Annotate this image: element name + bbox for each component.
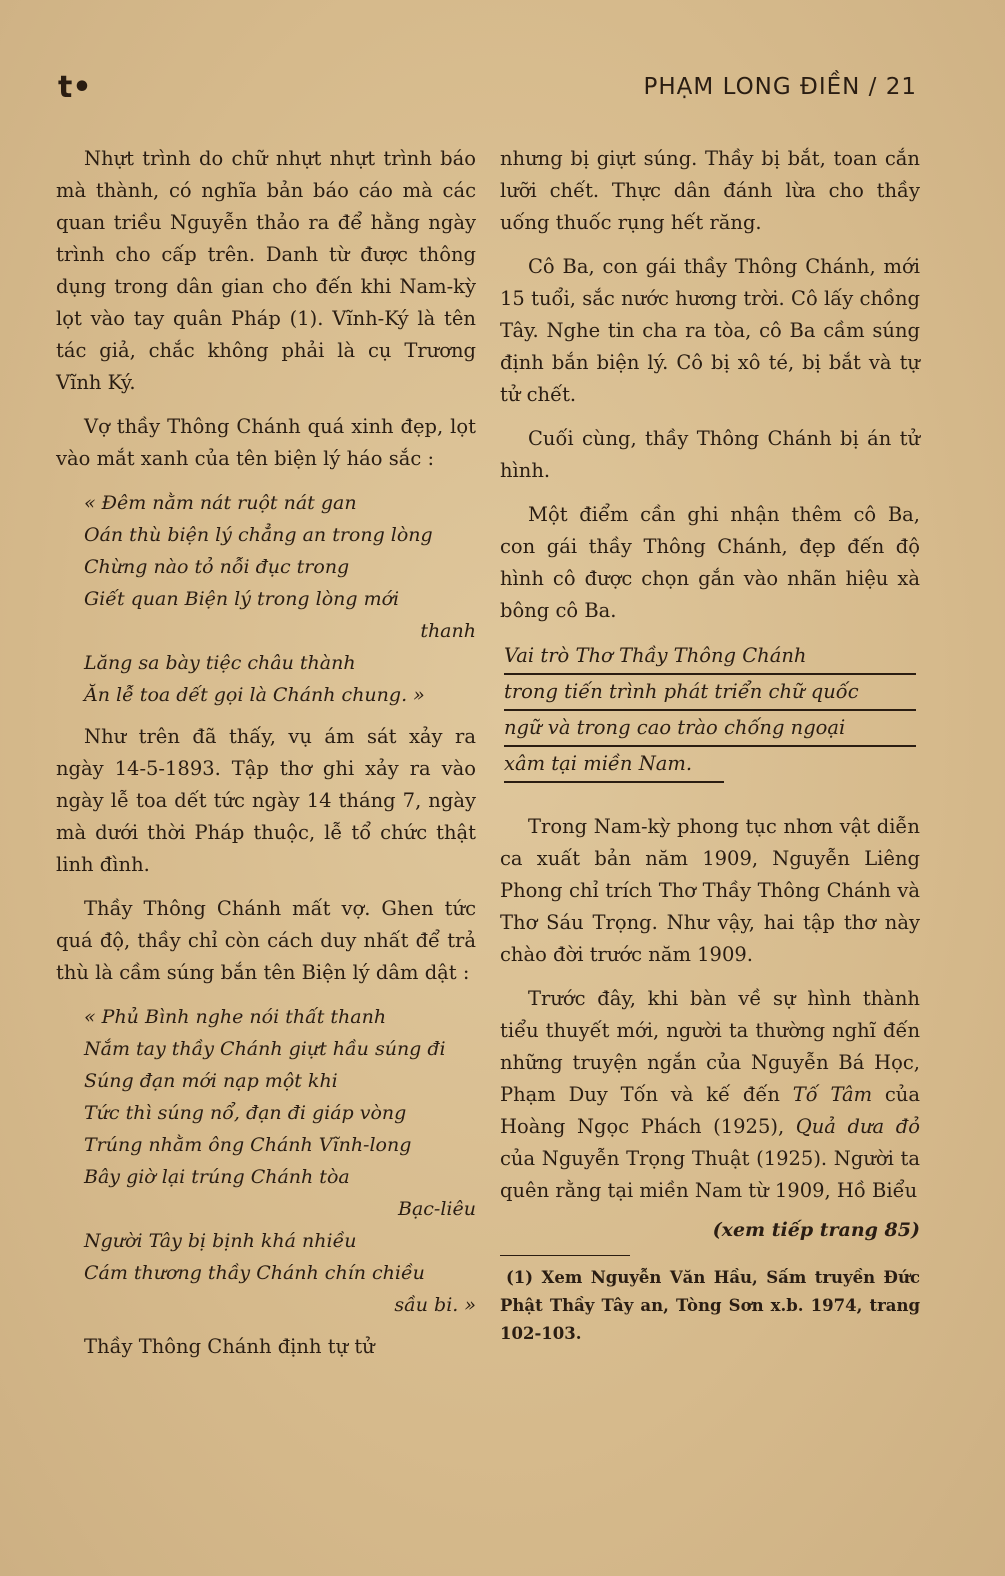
- paragraph: Nhựt trình do chữ nhựt nhựt trình báo mà thành, có nghĩa bản báo cáo mà các quan triều Nguyễn thảo ra để hằng ngày trình cho cấp trên. Danh từ được thông dụng trong dân gian cho đến khi Nam-kỳ lọt vào tay quân Pháp (1). Vĩnh-Ký là tên tác giả, chắc không phải là cụ Trương Vĩnh Ký.: [56, 147, 476, 394]
- poem-line: Người Tây bị bịnh khá nhiều: [84, 1230, 357, 1252]
- paragraph: Như trên đã thấy, vụ ám sát xảy ra ngày 14-5-1893. Tập thơ ghi xảy ra vào ngày lễ toa dết tức ngày 14 tháng 7, ngày mà dưới thời Pháp thuộc, lễ tổ chức thật linh đình.: [56, 725, 476, 876]
- book-title: Quả dưa đỏ: [795, 1115, 920, 1138]
- paragraph: Một điểm cần ghi nhận thêm cô Ba, con gái thầy Thông Chánh, đẹp đến độ hình cô được chọn gắn vào nhãn hiệu xà bông cô Ba.: [500, 503, 920, 622]
- poem-line: Nắm tay thầy Chánh giựt hầu súng đi: [84, 1038, 446, 1060]
- heading-line: trong tiến trình phát triển chữ quốc: [504, 675, 916, 711]
- poem-line: Bạc-liêu: [398, 1198, 476, 1220]
- poem-line: Trúng nhằm ông Chánh Vĩnh-long: [84, 1134, 412, 1156]
- poem-line: sầu bi. »: [394, 1294, 476, 1316]
- paragraph: Thầy Thông Chánh mất vợ. Ghen tức quá độ, thầy chỉ còn cách duy nhất để trả thù là cầm súng bắn tên Biện lý dâm dật :: [56, 897, 476, 984]
- corner-mark: t•: [58, 70, 92, 105]
- left-column: [56, 143, 476, 1375]
- poem-line: Oán thù biện lý chẳng an trong lòng: [84, 524, 433, 546]
- text-run: của Hoàng Ngọc Phách (1925),: [500, 1083, 920, 1138]
- page-header: [0, 62, 1005, 110]
- heading-line: xâm tại miền Nam.: [504, 747, 724, 783]
- poem-line: Cám thương thầy Chánh chín chiều: [84, 1262, 425, 1284]
- paragraph: Vợ thầy Thông Chánh quá xinh đẹp, lọt vào mắt xanh của tên biện lý háo sắc :: [56, 415, 476, 470]
- poem-block: [84, 1001, 476, 1321]
- poem-line: Tức thì súng nổ, đạn đi giáp vòng: [84, 1102, 407, 1124]
- paragraph: nhưng bị giựt súng. Thầy bị bắt, toan cắn lưỡi chết. Thực dân đánh lừa cho thầy uống thuốc rụng hết răng.: [500, 147, 920, 234]
- paragraph: Cuối cùng, thầy Thông Chánh bị án tử hình.: [500, 427, 920, 482]
- paragraph: Cô Ba, con gái thầy Thông Chánh, mới 15 tuổi, sắc nước hương trời. Cô lấy chồng Tây. Nghe tin cha ra tòa, cô Ba cầm súng định bắn biện lý. Cô bị xô té, bị bắt và tự tử chết.: [500, 255, 920, 406]
- paragraph: Trong Nam-kỳ phong tục nhơn vật diễn ca xuất bản năm 1909, Nguyễn Liêng Phong chỉ trích Thơ Thầy Thông Chánh và Thơ Sáu Trọng. Như vậy, hai tập thơ này chào đời trước năm 1909.: [500, 815, 920, 966]
- running-head: PHẠM LONG ĐIỀN / 21: [643, 74, 917, 100]
- paragraph: Thầy Thông Chánh định tự tử: [84, 1335, 375, 1358]
- heading-line: Vai trò Thơ Thầy Thông Chánh: [504, 639, 916, 675]
- poem-line: Giết quan Biện lý trong lòng mới: [84, 588, 400, 610]
- poem-line: Chừng nào tỏ nỗi đục trong: [84, 556, 350, 578]
- poem-block: [84, 487, 476, 711]
- poem-line: Ăn lễ toa dết gọi là Chánh chung. »: [84, 684, 425, 706]
- poem-line: Bây giờ lại trúng Chánh tòa: [84, 1166, 350, 1188]
- heading-line: ngữ và trong cao trào chống ngoại: [504, 711, 916, 747]
- poem-line: « Đêm nằm nát ruột nát gan: [84, 492, 357, 514]
- right-column: [500, 143, 920, 1348]
- footnote-divider: [500, 1255, 630, 1256]
- poem-line: Lăng sa bày tiệc châu thành: [84, 652, 356, 674]
- poem-line: Súng đạn mới nạp một khi: [84, 1070, 338, 1092]
- section-heading: [504, 639, 920, 783]
- text-run: của Nguyễn Trọng Thuật (1925). Người ta quên rằng tại miền Nam từ 1909, Hồ Biểu: [500, 1147, 920, 1202]
- paragraph: [500, 983, 920, 1207]
- continued-note: (xem tiếp trang 85): [712, 1219, 920, 1241]
- book-title: Tố Tâm: [792, 1083, 873, 1106]
- poem-line: « Phủ Bình nghe nói thất thanh: [84, 1006, 387, 1028]
- poem-line: thanh: [420, 620, 476, 642]
- footnote: (1) Xem Nguyễn Văn Hầu, Sấm truyền Đức Phật Thầy Tây an, Tòng Sơn x.b. 1974, trang 102-103.: [500, 1268, 920, 1343]
- text-run: Trước đây, khi bàn về sự hình thành tiểu thuyết mới, người ta thường nghĩ đến những truyện ngắn của Nguyễn Bá Học, Phạm Duy Tốn và kế đến: [500, 987, 920, 1106]
